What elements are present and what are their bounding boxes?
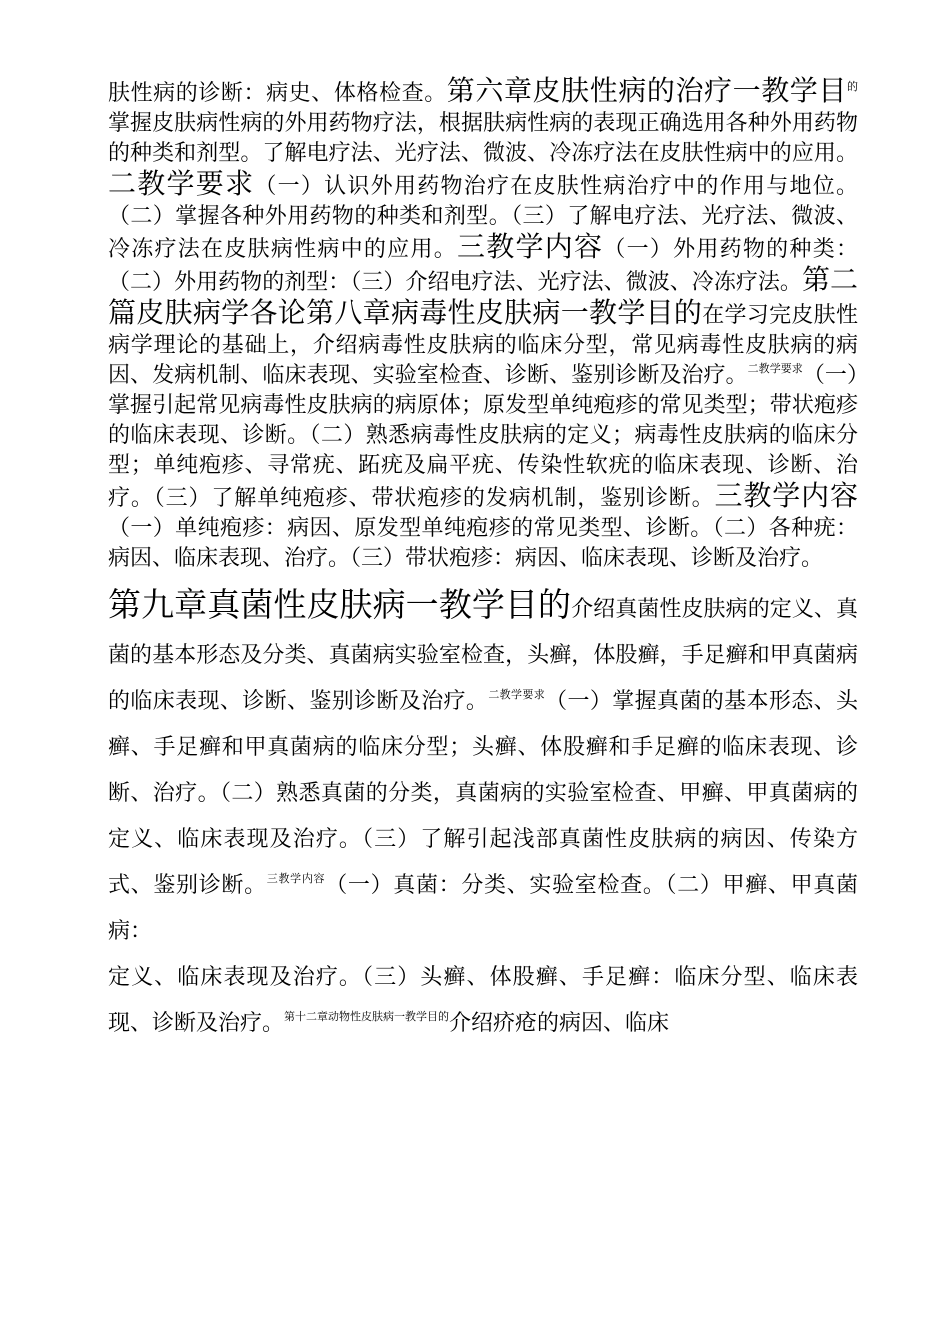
superscript-text: 的: [846, 80, 858, 94]
document-page: [108, 76, 858, 1047]
chapter-heading: 第二篇皮肤病学各论第八章病毒性皮肤病一教学目的: [108, 263, 858, 329]
text-run: 定义、临床表现及治疗。（三）头癣、体股癣、手足癣：临床分型、临床表现、诊断及治疗。: [108, 965, 858, 1036]
text-run: （一）外用药物的种类：（二）外用药物的剂型：（三）介绍电疗法、光疗法、微波、冷冻疗法。: [108, 237, 858, 295]
superscript-text: 第十二章动物性皮肤病一教学目的: [284, 1010, 450, 1024]
superscript-text: 二教学要求: [488, 688, 546, 702]
chapter-heading: 第九章真菌性皮肤病一教学目的: [108, 585, 572, 624]
text-run: 介绍疥疮的病因、临床: [449, 1011, 670, 1036]
section-heading: 三教学内容: [456, 230, 604, 263]
paragraph-fungal: [108, 582, 858, 1047]
chapter-heading: 第六章皮肤性病的治疗一教学目: [446, 74, 847, 107]
text-run: （一）单纯疱疹：病因、原发型单纯疱疹的常见类型、诊断。（二）各种疣：病因、临床表现、治疗。（三）带状疱疹：病因、临床表现、诊断及治疗。: [108, 516, 858, 571]
text-run: 介绍真菌性皮肤病的定义、真菌的基本形态及分类、真菌病实验室检查，头癣，体股癣，手足癣和甲真菌病的临床表现、诊断、鉴别诊断及治疗。: [108, 597, 858, 714]
section-heading: 二教学要求: [108, 167, 255, 200]
paragraph-treatment-and-viral: [108, 76, 858, 574]
text-run: （一）认识外用药物治疗在皮肤性病治疗中的作用与地位。（二）掌握各种外用药物的种类和剂型。（三）了解电疗法、光疗法、微波、冷冻疗法在皮肤病性病中的应用。: [108, 174, 858, 262]
section-heading: 三教学内容: [714, 479, 858, 512]
text-run: （一）掌握引起常见病毒性皮肤病的病原体；原发型单纯疱疹的常见类型；带状疱疹的临床表现、诊断。（二）熟悉病毒性皮肤病的定义；病毒性皮肤病的临床分型；单纯疱疹、寻常疣、跖疣及扁平疣、传染性软疣的临床表现、诊断、治疗。（三）了解单纯疱疹、带状疱疹的发病机制，鉴别诊断。: [108, 363, 858, 511]
text-run: 在学习完皮肤性病学理论的基础上，介绍病毒性皮肤病的临床分型，常见病毒性皮肤病的病因、发病机制、临床表现、实验室检查、诊断、鉴别诊断及治疗。: [108, 303, 858, 388]
superscript-text: 二教学要求: [747, 362, 803, 376]
text-run: （一）真菌：分类、实验室检查。（二）甲癣、甲真菌病：: [108, 873, 858, 944]
text-run: （一）掌握真菌的基本形态、头癣、手足癣和甲真菌病的临床分型；头癣、体股癣和手足癣的临床表现、诊断、治疗。（二）熟悉真菌的分类，真菌病的实验室检查、甲癣、甲真菌病的定义、临床表现及治疗。（三）了解引起浅部真菌性皮肤病的病因、传染方式、鉴别诊断。: [108, 689, 858, 898]
text-run: 肤性病的诊断：病史、体格检查。: [108, 81, 447, 106]
text-run: 掌握皮肤病性病的外用药物疗法，根据肤病性病的表现正确选用各种外用药物的种类和剂型。了解电疗法、光疗法、微波、冷冻疗法在皮肤性病中的应用。: [108, 111, 858, 166]
superscript-text: 三教学内容: [266, 872, 326, 886]
